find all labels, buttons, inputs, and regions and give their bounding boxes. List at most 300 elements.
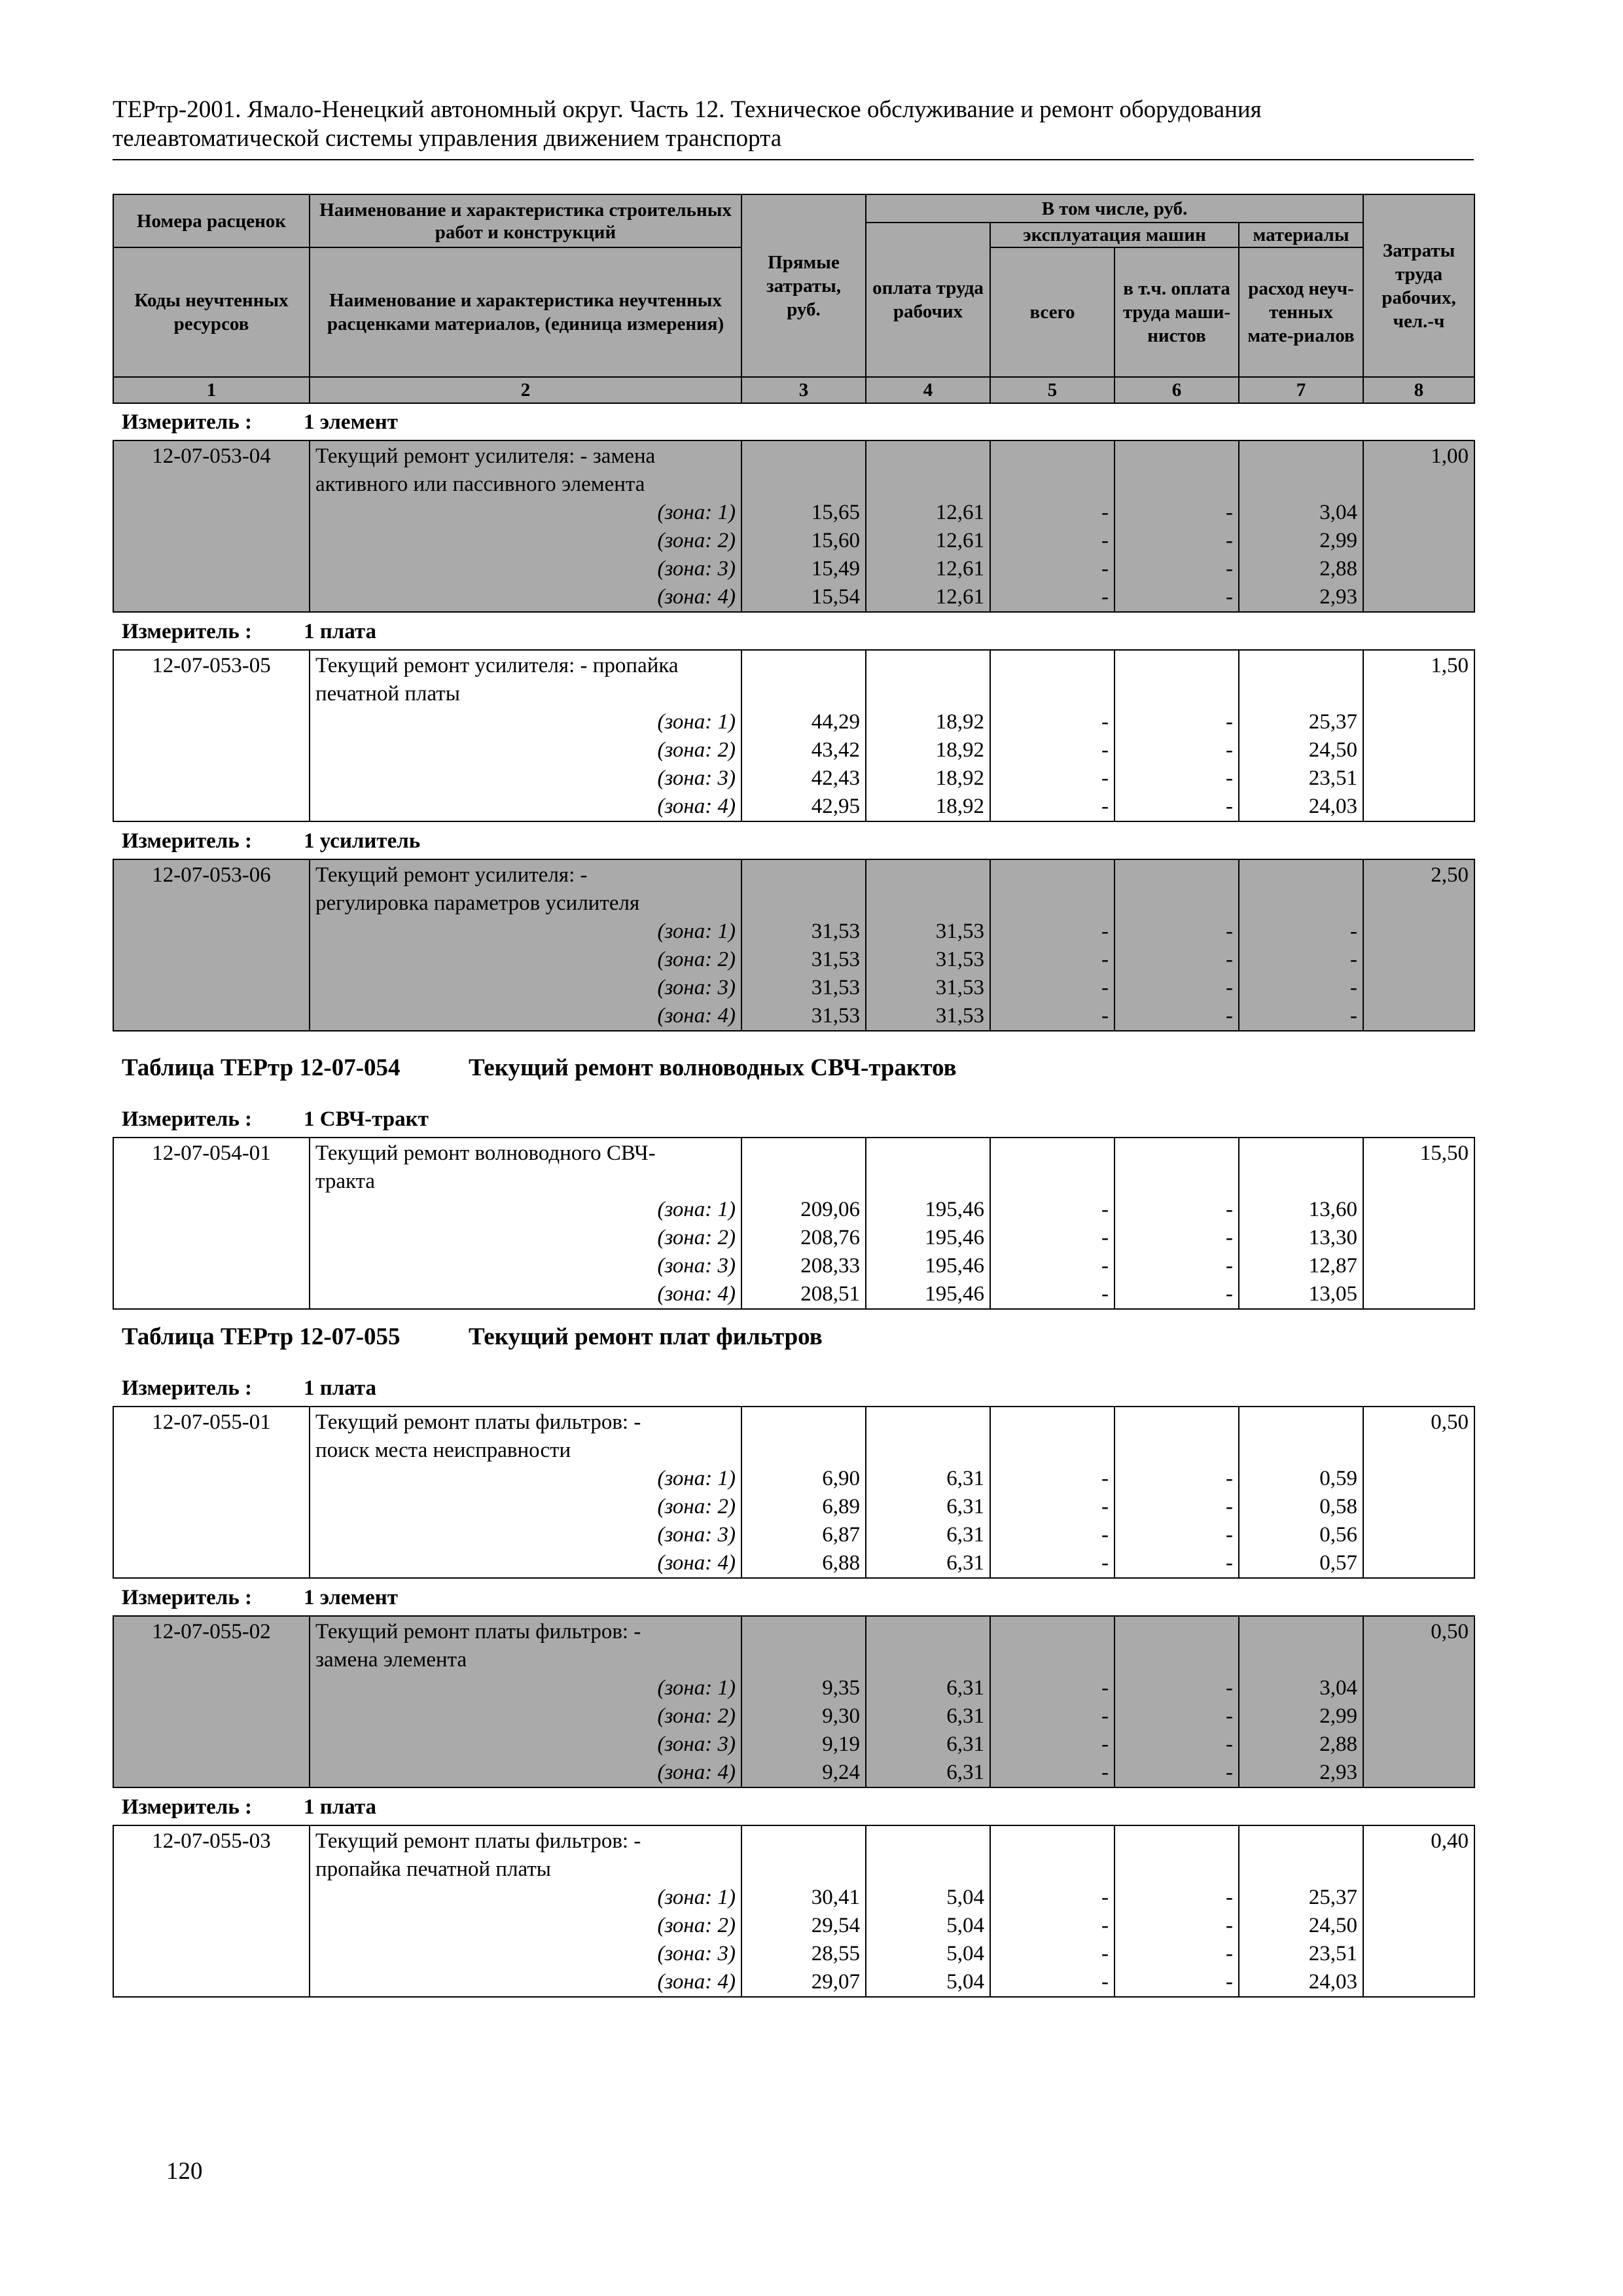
direct-costs xyxy=(741,1407,866,1578)
labor-cost xyxy=(1363,1407,1474,1578)
machinist-wages-value: - xyxy=(1226,1886,1233,1909)
work-name-line: печатной платы xyxy=(315,682,460,706)
materials-consumption xyxy=(1239,440,1363,612)
machinist-wages-value: - xyxy=(1226,1254,1233,1278)
direct-costs-value: 15,60 xyxy=(811,529,860,552)
direct-costs xyxy=(741,650,866,821)
materials-consumption-value: 2,93 xyxy=(1319,585,1357,609)
machinist-wages-value: - xyxy=(1226,1523,1233,1547)
work-name-line: Текущий ремонт усилителя: - замена xyxy=(315,444,656,468)
direct-costs xyxy=(741,440,866,612)
machinist-wages-value: - xyxy=(1226,557,1233,581)
work-name xyxy=(310,859,741,1031)
zone-label: (зона: 3) xyxy=(657,766,736,790)
materials-consumption xyxy=(1239,1407,1363,1578)
worker-wages xyxy=(866,650,990,821)
work-name-line: Текущий ремонт усилителя: - пропайка xyxy=(315,654,679,677)
machinist-wages-value: - xyxy=(1226,1467,1233,1490)
rate-code xyxy=(113,1407,310,1578)
worker-wages-value: 5,04 xyxy=(946,1914,984,1937)
machines-total-value: - xyxy=(1101,557,1109,581)
work-name-line: регулировка параметров усилителя xyxy=(315,891,640,915)
materials-consumption xyxy=(1239,859,1363,1031)
direct-costs-value: 42,95 xyxy=(811,795,860,818)
machinist-wages xyxy=(1115,1825,1239,1997)
table-code: Таблица ТЕРтр 12-07-054 xyxy=(122,1054,401,1081)
materials-consumption-value: 13,30 xyxy=(1308,1226,1357,1249)
machinist-wages xyxy=(1115,1616,1239,1787)
direct-costs-value: 208,76 xyxy=(800,1226,860,1249)
worker-wages xyxy=(866,1616,990,1787)
meter-label: Измеритель : xyxy=(122,620,253,643)
labor-cost xyxy=(1363,1138,1474,1309)
worker-wages-value: 18,92 xyxy=(935,795,984,818)
worker-wages-value: 6,31 xyxy=(946,1704,984,1728)
direct-costs xyxy=(741,1138,866,1309)
rate-code xyxy=(113,440,310,612)
direct-costs-value: 30,41 xyxy=(811,1886,860,1909)
col-number: 1 xyxy=(113,377,310,403)
direct-costs-value: 9,35 xyxy=(822,1676,860,1700)
direct-costs-value: 31,53 xyxy=(811,976,860,999)
materials-consumption-value: 3,04 xyxy=(1319,1676,1357,1700)
machines-total-value: - xyxy=(1101,1467,1109,1490)
machinist-wages-value: - xyxy=(1226,795,1233,818)
rate-code-text: 12-07-055-02 xyxy=(152,1620,271,1643)
direct-costs-value: 9,19 xyxy=(822,1732,860,1756)
rate-table xyxy=(113,1825,1475,1998)
labor-cost-value: 2,50 xyxy=(1431,863,1469,887)
labor-cost xyxy=(1363,440,1474,612)
work-name-line: Текущий ремонт платы фильтров: - xyxy=(315,1410,641,1434)
direct-costs-value: 31,53 xyxy=(811,1004,860,1028)
labor-cost-value: 0,50 xyxy=(1431,1620,1469,1643)
materials-consumption-value: 3,04 xyxy=(1319,501,1357,524)
zone-label: (зона: 1) xyxy=(657,1886,736,1909)
direct-costs-value: 28,55 xyxy=(811,1942,860,1965)
direct-costs-value: 6,90 xyxy=(822,1467,860,1490)
col-machines: эксплуатация машин xyxy=(990,223,1239,247)
machines-total-value: - xyxy=(1101,1761,1109,1784)
direct-costs-value: 6,87 xyxy=(822,1523,860,1547)
zone-label: (зона: 4) xyxy=(657,1004,736,1028)
materials-consumption xyxy=(1239,650,1363,821)
col-number: 6 xyxy=(1115,377,1239,403)
work-name xyxy=(310,1407,741,1578)
meter-caption xyxy=(122,619,377,645)
materials-consumption-value: - xyxy=(1350,976,1357,999)
materials-consumption-value: 0,57 xyxy=(1319,1551,1357,1575)
direct-costs-value: 29,07 xyxy=(811,1970,860,1994)
table-name: Текущий ремонт плат фильтров xyxy=(469,1323,823,1350)
direct-costs-value: 15,49 xyxy=(811,557,860,581)
machinist-wages-value: - xyxy=(1226,529,1233,552)
machinist-wages-value: - xyxy=(1226,1942,1233,1965)
page-number: 120 xyxy=(166,2158,203,2185)
zone-label: (зона: 3) xyxy=(657,1942,736,1965)
materials-consumption-value: 0,59 xyxy=(1319,1467,1357,1490)
machinist-wages-value: - xyxy=(1226,501,1233,524)
meter-caption xyxy=(122,1375,377,1401)
materials-consumption xyxy=(1239,1138,1363,1309)
table-row xyxy=(113,1616,1474,1787)
machines-total xyxy=(990,1407,1115,1578)
machinist-wages xyxy=(1115,859,1239,1031)
labor-cost xyxy=(1363,859,1474,1031)
machines-total-value: - xyxy=(1101,1676,1109,1700)
labor-cost-value: 1,50 xyxy=(1431,654,1469,677)
zone-label: (зона: 4) xyxy=(657,795,736,818)
worker-wages-value: 12,61 xyxy=(935,557,984,581)
meter-caption xyxy=(122,1585,398,1611)
worker-wages xyxy=(866,440,990,612)
col-rate-numbers: Номера расценок xyxy=(113,194,310,247)
worker-wages-value: 18,92 xyxy=(935,738,984,762)
col-labor-cost: Затраты труда рабочих, чел.-ч xyxy=(1363,194,1474,377)
machines-total-value: - xyxy=(1101,976,1109,999)
meter-caption xyxy=(122,1794,377,1820)
col-direct-costs: Прямые затраты, руб. xyxy=(741,194,866,377)
machines-total-value: - xyxy=(1101,1886,1109,1909)
rate-code xyxy=(113,1825,310,1997)
worker-wages-value: 6,31 xyxy=(946,1523,984,1547)
table-row xyxy=(113,440,1474,612)
machines-total-value: - xyxy=(1101,766,1109,790)
materials-consumption-value: 24,50 xyxy=(1308,738,1357,762)
materials-consumption-value: 2,99 xyxy=(1319,529,1357,552)
materials-consumption-value: 12,87 xyxy=(1308,1254,1357,1278)
materials-consumption-value: - xyxy=(1350,1004,1357,1028)
materials-consumption-value: 0,58 xyxy=(1319,1495,1357,1518)
zone-label: (зона: 1) xyxy=(657,1676,736,1700)
worker-wages-value: 31,53 xyxy=(935,948,984,971)
materials-consumption-value: 13,05 xyxy=(1308,1282,1357,1306)
worker-wages-value: 5,04 xyxy=(946,1886,984,1909)
machines-total-value: - xyxy=(1101,501,1109,524)
worker-wages-value: 31,53 xyxy=(935,976,984,999)
work-name-line: пропайка печатной платы xyxy=(315,1857,551,1881)
table-row xyxy=(113,1138,1474,1309)
materials-consumption-value: 25,37 xyxy=(1308,1886,1357,1909)
zone-label: (зона: 2) xyxy=(657,529,736,552)
direct-costs-value: 42,43 xyxy=(811,766,860,790)
machines-total-value: - xyxy=(1101,948,1109,971)
labor-cost xyxy=(1363,1616,1474,1787)
machines-total xyxy=(990,650,1115,821)
worker-wages-value: 6,31 xyxy=(946,1761,984,1784)
zone-label: (зона: 3) xyxy=(657,1523,736,1547)
materials-consumption-value: 23,51 xyxy=(1308,1942,1357,1965)
rate-table xyxy=(113,1406,1475,1579)
direct-costs xyxy=(741,859,866,1031)
machinist-wages-value: - xyxy=(1226,1761,1233,1784)
machines-total-value: - xyxy=(1101,1551,1109,1575)
materials-consumption-value: - xyxy=(1350,920,1357,943)
work-name xyxy=(310,1825,741,1997)
rate-code-text: 12-07-054-01 xyxy=(152,1141,271,1165)
direct-costs-value: 9,24 xyxy=(822,1761,860,1784)
direct-costs-value: 208,33 xyxy=(800,1254,860,1278)
worker-wages-value: 195,46 xyxy=(925,1282,984,1306)
machines-total-value: - xyxy=(1101,1914,1109,1937)
worker-wages xyxy=(866,859,990,1031)
col-incl-wages: в т.ч. оплата труда маши-нистов xyxy=(1115,247,1239,377)
direct-costs-value: 31,53 xyxy=(811,920,860,943)
labor-cost-value: 15,50 xyxy=(1419,1141,1469,1165)
work-name-line: активного или пассивного элемента xyxy=(315,473,645,496)
meter-label: Измеритель : xyxy=(122,1586,253,1609)
materials-consumption-value: 25,37 xyxy=(1308,710,1357,734)
machinist-wages-value: - xyxy=(1226,1226,1233,1249)
machinist-wages xyxy=(1115,1407,1239,1578)
labor-cost-value: 1,00 xyxy=(1431,444,1469,468)
worker-wages-value: 18,92 xyxy=(935,710,984,734)
table-title xyxy=(122,1054,957,1083)
machines-total xyxy=(990,440,1115,612)
worker-wages-value: 18,92 xyxy=(935,766,984,790)
worker-wages-value: 5,04 xyxy=(946,1970,984,1994)
machinist-wages-value: - xyxy=(1226,976,1233,999)
zone-label: (зона: 4) xyxy=(657,1551,736,1575)
zone-label: (зона: 2) xyxy=(657,738,736,762)
machinist-wages xyxy=(1115,1138,1239,1309)
direct-costs-value: 208,51 xyxy=(800,1282,860,1306)
work-name-line: Текущий ремонт платы фильтров: - xyxy=(315,1829,641,1853)
header-line-2: телеавтоматической системы управления движением транспорта xyxy=(113,125,782,152)
work-name xyxy=(310,440,741,612)
materials-consumption xyxy=(1239,1825,1363,1997)
machinist-wages-value: - xyxy=(1226,766,1233,790)
worker-wages-value: 6,31 xyxy=(946,1467,984,1490)
header-rule xyxy=(113,159,1474,160)
machines-total-value: - xyxy=(1101,1523,1109,1547)
worker-wages xyxy=(866,1825,990,1997)
worker-wages-value: 12,61 xyxy=(935,585,984,609)
materials-consumption-value: 24,03 xyxy=(1308,1970,1357,1994)
meter-unit: 1 плата xyxy=(304,1795,377,1819)
work-name xyxy=(310,1616,741,1787)
col-wages: оплата труда рабочих xyxy=(866,223,990,377)
worker-wages-value: 195,46 xyxy=(925,1226,984,1249)
worker-wages-value: 31,53 xyxy=(935,920,984,943)
rate-code-text: 12-07-053-04 xyxy=(152,444,271,468)
work-name xyxy=(310,1138,741,1309)
work-name-line: замена элемента xyxy=(315,1648,467,1672)
machinist-wages-value: - xyxy=(1226,1914,1233,1937)
worker-wages-value: 5,04 xyxy=(946,1942,984,1965)
machinist-wages-value: - xyxy=(1226,1970,1233,1994)
materials-consumption-value: 2,93 xyxy=(1319,1761,1357,1784)
meter-label: Измеритель : xyxy=(122,410,253,434)
direct-costs-value: 6,88 xyxy=(822,1551,860,1575)
work-name-line: Текущий ремонт платы фильтров: - xyxy=(315,1620,641,1643)
col-name-top: Наименование и характеристика строительных работ и конструкций xyxy=(310,194,741,247)
machines-total xyxy=(990,1616,1115,1787)
machines-total-value: - xyxy=(1101,1942,1109,1965)
work-name-line: поиск места неисправности xyxy=(315,1439,571,1462)
zone-label: (зона: 1) xyxy=(657,920,736,943)
machines-total-value: - xyxy=(1101,529,1109,552)
zone-label: (зона: 2) xyxy=(657,1226,736,1249)
materials-consumption-value: 0,56 xyxy=(1319,1523,1357,1547)
worker-wages-value: 195,46 xyxy=(925,1198,984,1221)
machinist-wages-value: - xyxy=(1226,1732,1233,1756)
header-line-1: ТЕРтр-2001. Ямало-Ненецкий автономный округ. Часть 12. Техническое обслуживание и ремонт оборудования xyxy=(113,96,1262,123)
machinist-wages-value: - xyxy=(1226,1704,1233,1728)
work-name-line: тракта xyxy=(315,1170,376,1193)
rate-code xyxy=(113,859,310,1031)
machines-total-value: - xyxy=(1101,795,1109,818)
worker-wages-value: 6,31 xyxy=(946,1732,984,1756)
zone-label: (зона: 4) xyxy=(657,1761,736,1784)
materials-consumption xyxy=(1239,1616,1363,1787)
worker-wages xyxy=(866,1407,990,1578)
machines-total xyxy=(990,859,1115,1031)
zone-label: (зона: 1) xyxy=(657,1467,736,1490)
machinist-wages-value: - xyxy=(1226,1282,1233,1306)
labor-cost xyxy=(1363,1825,1474,1997)
machinist-wages-value: - xyxy=(1226,738,1233,762)
table-name: Текущий ремонт волноводных СВЧ-трактов xyxy=(469,1054,957,1081)
rate-code xyxy=(113,1138,310,1309)
meter-unit: 1 усилитель xyxy=(304,829,421,853)
machines-total-value: - xyxy=(1101,1004,1109,1028)
machinist-wages-value: - xyxy=(1226,920,1233,943)
meter-caption xyxy=(122,828,421,854)
machines-total-value: - xyxy=(1101,1198,1109,1221)
zone-label: (зона: 1) xyxy=(657,501,736,524)
direct-costs-value: 209,06 xyxy=(800,1198,860,1221)
rate-code xyxy=(113,1616,310,1787)
table-row xyxy=(113,1407,1474,1578)
zone-label: (зона: 2) xyxy=(657,1704,736,1728)
zone-label: (зона: 1) xyxy=(657,1198,736,1221)
zone-label: (зона: 3) xyxy=(657,557,736,581)
table-code: Таблица ТЕРтр 12-07-055 xyxy=(122,1323,401,1350)
machines-total-value: - xyxy=(1101,738,1109,762)
rate-code-text: 12-07-055-03 xyxy=(152,1829,271,1853)
machines-total-value: - xyxy=(1101,1282,1109,1306)
meter-unit: 1 плата xyxy=(304,620,377,643)
worker-wages-value: 12,61 xyxy=(935,501,984,524)
machinist-wages xyxy=(1115,650,1239,821)
zone-label: (зона: 2) xyxy=(657,948,736,971)
rate-code-text: 12-07-055-01 xyxy=(152,1410,271,1434)
col-consumption: расход неуч-тенных мате-риалов xyxy=(1239,247,1363,377)
worker-wages-value: 6,31 xyxy=(946,1551,984,1575)
zone-label: (зона: 4) xyxy=(657,585,736,609)
zone-label: (зона: 3) xyxy=(657,976,736,999)
worker-wages-value: 31,53 xyxy=(935,1004,984,1028)
machinist-wages-value: - xyxy=(1226,1495,1233,1518)
direct-costs-value: 15,65 xyxy=(811,501,860,524)
rate-table xyxy=(113,859,1475,1031)
col-incl: В том числе, руб. xyxy=(866,194,1363,223)
col-materials: материалы xyxy=(1239,223,1363,247)
work-name-line: Текущий ремонт волноводного СВЧ- xyxy=(315,1141,656,1165)
work-name-line: Текущий ремонт усилителя: - xyxy=(315,863,588,887)
materials-consumption-value: 24,03 xyxy=(1308,795,1357,818)
rate-table xyxy=(113,1615,1475,1788)
materials-consumption-value: 13,60 xyxy=(1308,1198,1357,1221)
col-number: 5 xyxy=(990,377,1115,403)
worker-wages xyxy=(866,1138,990,1309)
machinist-wages-value: - xyxy=(1226,585,1233,609)
rate-table xyxy=(113,649,1475,822)
meter-caption xyxy=(122,1106,429,1132)
direct-costs xyxy=(741,1825,866,1997)
rate-code-text: 12-07-053-05 xyxy=(152,654,271,677)
rate-table xyxy=(113,440,1475,613)
machines-total-value: - xyxy=(1101,1704,1109,1728)
col-name-bottom: Наименование и характеристика неучтенных расценками материалов, (единица измерения) xyxy=(310,247,741,377)
materials-consumption-value: 2,88 xyxy=(1319,557,1357,581)
machines-total-value: - xyxy=(1101,585,1109,609)
zone-label: (зона: 2) xyxy=(657,1914,736,1937)
col-number: 2 xyxy=(310,377,741,403)
zone-label: (зона: 2) xyxy=(657,1495,736,1518)
direct-costs-value: 31,53 xyxy=(811,948,860,971)
machinist-wages xyxy=(1115,440,1239,612)
meter-unit: 1 элемент xyxy=(304,410,398,434)
worker-wages-value: 6,31 xyxy=(946,1495,984,1518)
machines-total-value: - xyxy=(1101,1732,1109,1756)
machines-total xyxy=(990,1138,1115,1309)
machines-total xyxy=(990,1825,1115,1997)
direct-costs-value: 29,54 xyxy=(811,1914,860,1937)
meter-unit: 1 СВЧ-тракт xyxy=(304,1107,429,1131)
zone-label: (зона: 4) xyxy=(657,1970,736,1994)
labor-cost-value: 0,40 xyxy=(1431,1829,1469,1853)
machines-total-value: - xyxy=(1101,1226,1109,1249)
direct-costs-value: 6,89 xyxy=(822,1495,860,1518)
column-header-table xyxy=(113,194,1475,404)
meter-label: Измеритель : xyxy=(122,1376,253,1400)
machinist-wages-value: - xyxy=(1226,1676,1233,1700)
table-title xyxy=(122,1323,823,1352)
materials-consumption-value: - xyxy=(1350,948,1357,971)
worker-wages-value: 195,46 xyxy=(925,1254,984,1278)
meter-label: Измеритель : xyxy=(122,829,253,853)
machinist-wages-value: - xyxy=(1226,1198,1233,1221)
meter-label: Измеритель : xyxy=(122,1107,253,1131)
rate-table xyxy=(113,1137,1475,1310)
meter-label: Измеритель : xyxy=(122,1795,253,1819)
meter-unit: 1 плата xyxy=(304,1376,377,1400)
zone-label: (зона: 3) xyxy=(657,1732,736,1756)
machines-total-value: - xyxy=(1101,710,1109,734)
col-number: 3 xyxy=(741,377,866,403)
machines-total-value: - xyxy=(1101,1254,1109,1278)
zone-label: (зона: 4) xyxy=(657,1282,736,1306)
table-row xyxy=(113,1825,1474,1997)
table-row xyxy=(113,650,1474,821)
machinist-wages-value: - xyxy=(1226,1551,1233,1575)
col-number: 4 xyxy=(866,377,990,403)
direct-costs-value: 9,30 xyxy=(822,1704,860,1728)
materials-consumption-value: 24,50 xyxy=(1308,1914,1357,1937)
machinist-wages-value: - xyxy=(1226,710,1233,734)
machines-total-value: - xyxy=(1101,1970,1109,1994)
machinist-wages-value: - xyxy=(1226,948,1233,971)
machines-total-value: - xyxy=(1101,1495,1109,1518)
col-codes: Коды неучтенных ресурсов xyxy=(113,247,310,377)
materials-consumption-value: 2,88 xyxy=(1319,1732,1357,1756)
rate-code-text: 12-07-053-06 xyxy=(152,863,271,887)
materials-consumption-value: 23,51 xyxy=(1308,766,1357,790)
direct-costs xyxy=(741,1616,866,1787)
machinist-wages-value: - xyxy=(1226,1004,1233,1028)
